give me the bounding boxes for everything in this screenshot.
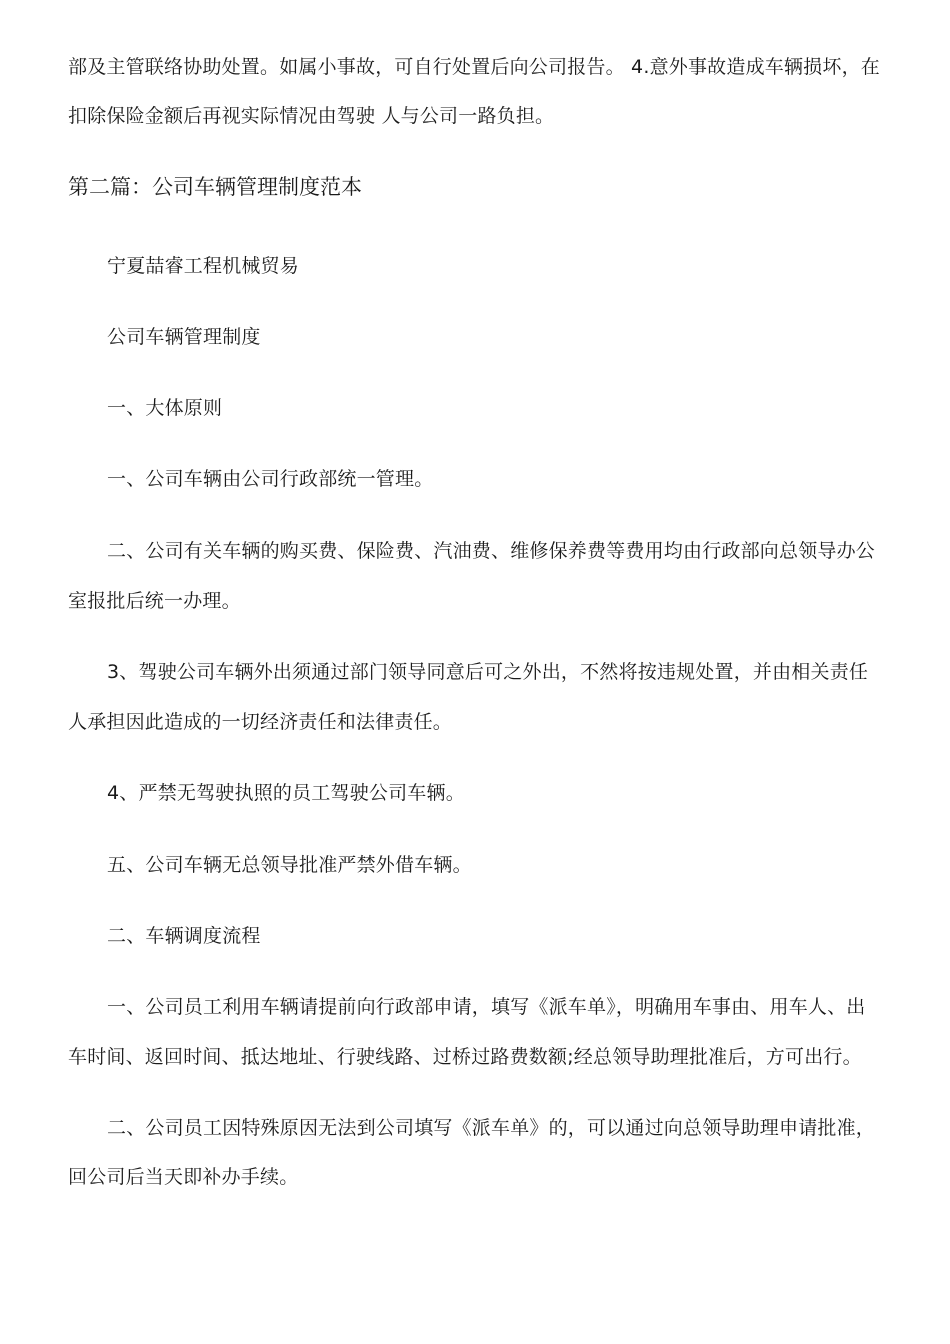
rule-item: 五、公司车辆无总领导批准严禁外借车辆。 xyxy=(107,854,472,876)
document-title: 公司车辆管理制度 xyxy=(107,326,261,348)
dispatch-item: 二、公司员工因特殊原因无法到公司填写《派车单》的，可以通过向总领导助理申请批准， xyxy=(107,1117,876,1139)
section-heading: 第二篇：公司车辆管理制度范本 xyxy=(68,175,362,199)
paragraph-line: 部及主管联络协助处置。如属小事故，可自行处置后向公司报告。 4.意外事故造成车辆损坏，在 xyxy=(68,56,880,78)
rule-item: 3、驾驶公司车辆外出须通过部门领导同意后可之外出，不然将按违规处置，并由相关责任 xyxy=(107,661,869,683)
dispatch-item-continuation: 车时间、返回时间、抵达地址、行驶线路、过桥过路费数额;经总领导助理批准后，方可出行。 xyxy=(68,1046,862,1068)
company-name: 宁夏喆睿工程机械贸易 xyxy=(107,255,300,277)
dispatch-item: 一、公司员工利用车辆请提前向行政部申请，填写《派车单》，明确用车事由、用车人、出 xyxy=(107,996,866,1018)
part-heading: 一、大体原则 xyxy=(107,397,223,419)
dispatch-item-continuation: 回公司后当天即补办手续。 xyxy=(68,1166,299,1188)
paragraph-line: 扣除保险金额后再视实际情况由驾驶 人与公司一路负担。 xyxy=(68,105,555,127)
part-heading: 二、车辆调度流程 xyxy=(107,925,261,947)
rule-item-continuation: 室报批后统一办理。 xyxy=(68,590,241,612)
rule-item: 4、严禁无驾驶执照的员工驾驶公司车辆。 xyxy=(107,782,465,804)
rule-item: 二、公司有关车辆的购买费、保险费、汽油费、维修保养费等费用均由行政部向总领导办公 xyxy=(107,540,876,562)
rule-item: 一、公司车辆由公司行政部统一管理。 xyxy=(107,468,434,490)
rule-item-continuation: 人承担因此造成的一切经济责任和法律责任。 xyxy=(68,711,453,733)
